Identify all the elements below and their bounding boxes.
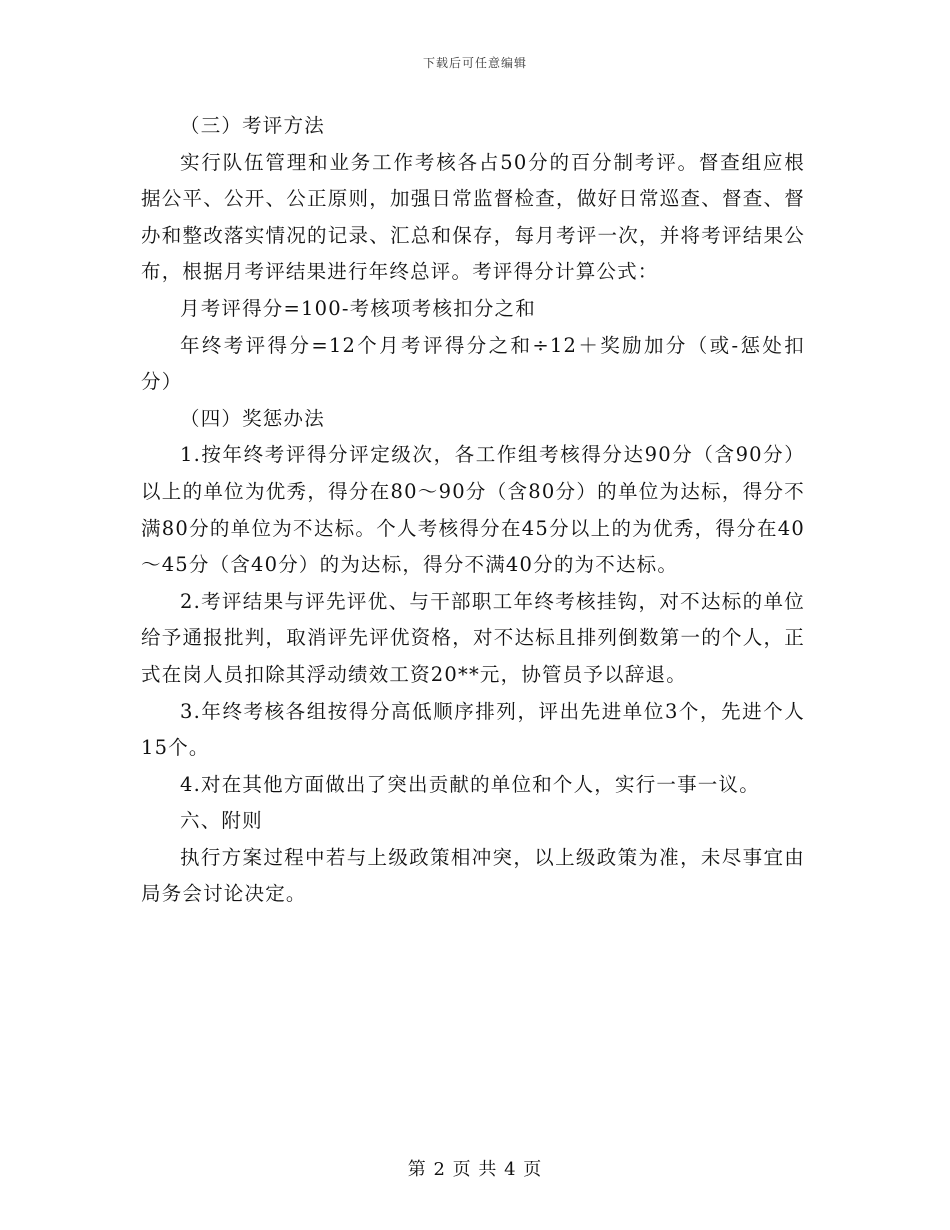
section-heading-rewards-penalties: （四）奖惩办法 [180,406,325,430]
header-note: 下载后可任意编辑 [422,56,527,70]
paragraph-rule-2: 2.考评结果与评先评优、与干部职工年终考核挂钩，对不达标的单位给予通报批判，取消评先评优资格，对不达标且排列倒数第一的个人，正式在岗人员扣除其浮动绩效工资20**元，协管员予以辞退。 [141,589,805,686]
section-heading-supplementary: 六、附则 [180,809,263,833]
formula-monthly-score: 月考评得分=100-考核项考核扣分之和 [180,296,536,320]
section-heading-evaluation-method: （三）考评方法 [180,114,325,137]
page-footer: 第 2 页 共 4 页 [407,1159,543,1180]
paragraph-evaluation-description: 实行队伍管理和业务工作考核各占50分的百分制考评。督查组应根据公平、公开、公正原则，加强日常监督检查，做好日常巡查、督查、督办和整改落实情况的记录、汇总和保存，每月考评一次，并将考评结果公布，根据月考评结果进行年终总评。考评得分计算公式： [141,150,805,284]
paragraph-rule-3: 3.年终考核各组按得分高低顺序排列，评出先进单位3个，先进个人15个。 [141,699,805,760]
formula-annual-score: 年终考评得分=12个月考评得分之和÷12＋奖励加分（或-惩处扣分） [141,333,805,394]
paragraph-supplementary: 执行方案过程中若与上级政策相冲突，以上级政策为准，未尽事宜由局务会讨论决定。 [141,845,805,906]
document-body [141,108,805,913]
paragraph-rule-1: 1.按年终考评得分评定级次，各工作组考核得分达90分（含90分）以上的单位为优秀，得分在80～90分（含80分）的单位为达标，得分不满80分的单位为不达标。个人考核得分在45分以上的为优秀，得分在40～45分（含40分）的为达标，得分不满40分的为不达标。 [141,443,805,577]
paragraph-rule-4: 4.对在其他方面做出了突出贡献的单位和个人，实行一事一议。 [180,772,760,796]
